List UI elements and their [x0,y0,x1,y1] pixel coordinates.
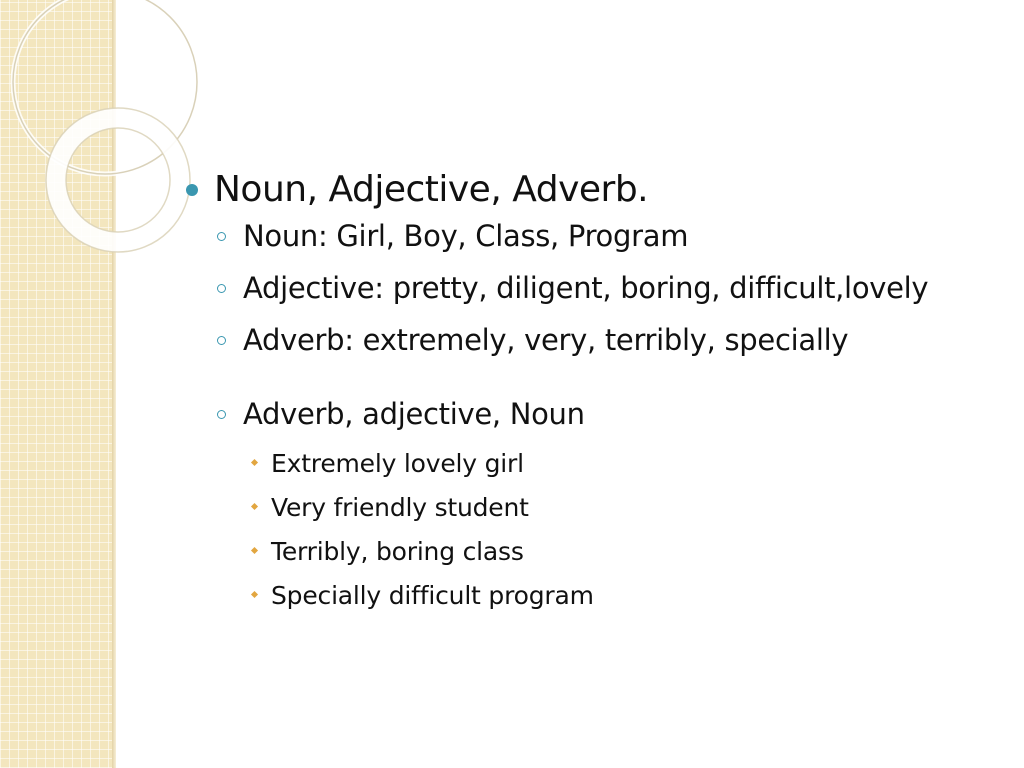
bullet-level3-item [184,536,1014,568]
ring-bullet-icon [217,232,226,241]
bullet-level2-text: Noun: Girl, Boy, Class, Program [243,219,689,253]
decorative-rings [0,0,200,260]
ring-bullet-icon [217,410,226,419]
bullet-level3-text: Very friendly student [271,493,529,522]
bullet-level2-noun [184,218,1014,254]
diamond-bullet-icon [251,503,258,510]
ring-bullet-icon [217,336,226,345]
slide-content [184,168,1014,624]
bullet-level2-text: Adverb, adjective, Noun [243,397,585,431]
bullet-level3-item [184,580,1014,612]
bullet-level2-adverb [184,322,1014,358]
bullet-level1 [184,168,1014,212]
bullet-level2-group-heading [184,396,1014,432]
diamond-bullet-icon [251,459,258,466]
bullet-level2-text: Adverb: extremely, very, terribly, specially [243,323,849,357]
diamond-bullet-icon [251,547,258,554]
bullet-level3-item [184,448,1014,480]
bullet-level3-text: Specially difficult program [271,581,594,610]
filled-circle-bullet-icon [186,184,198,196]
bullet-level3-text: Terribly, boring class [271,537,524,566]
bullet-level3-item [184,492,1014,524]
diamond-bullet-icon [251,591,258,598]
bullet-level1-text: Noun, Adjective, Adverb. [214,169,649,210]
ring-bullet-icon [217,284,226,293]
bullet-level3-text: Extremely lovely girl [271,449,524,478]
bullet-level2-text: Adjective: pretty, diligent, boring, difficult,lovely [243,271,929,305]
bullet-level2-adjective [184,270,1014,306]
